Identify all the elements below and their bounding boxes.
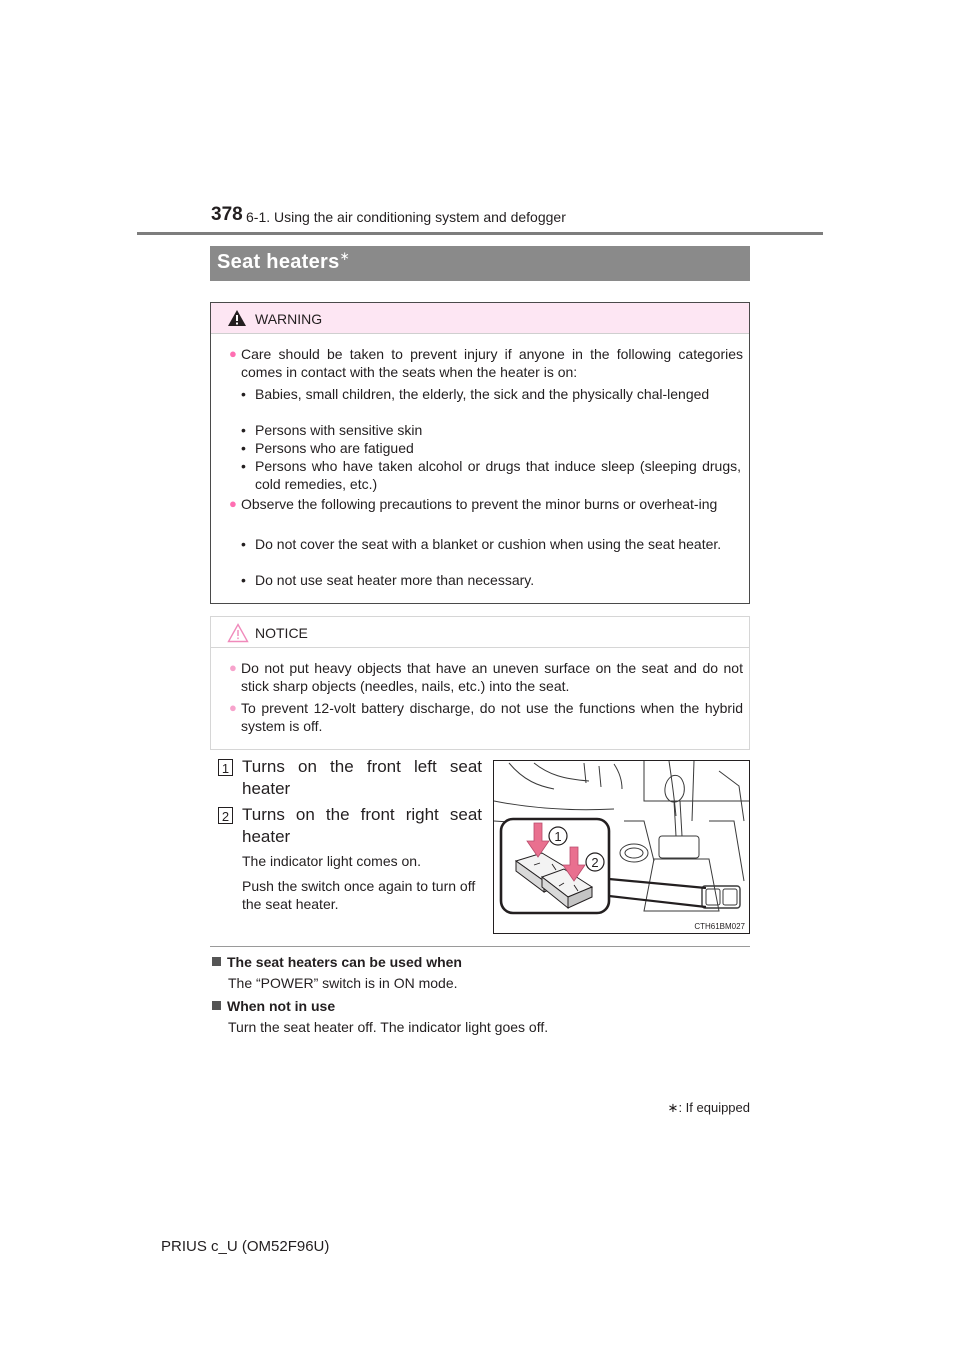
footnote: ∗: If equipped <box>667 1100 750 1115</box>
warning-box <box>210 302 750 604</box>
warning-subitem: • Persons who have taken alcohol or drugs that induce sleep (sleeping drugs, cold remedies, etc.) <box>241 458 741 492</box>
info-2-title <box>212 998 335 1014</box>
info-1-title-text: The seat heaters can be used when <box>227 954 462 970</box>
note-turn-off: Push the switch once again to turn off the seat heater. <box>242 878 476 912</box>
warning-label: WARNING <box>255 311 323 327</box>
warning-subitem: • Persons who are fatigued <box>241 440 414 456</box>
warning-subitem: • Persons with sensitive skin <box>241 422 423 438</box>
info-2-title-text: When not in use <box>227 998 336 1014</box>
square-bullet-icon <box>212 957 221 966</box>
warning-subitem-text: Babies, small children, the elderly, the sick and the physically chal-lenged <box>255 386 710 402</box>
notice-item-1-text: Do not put heavy objects that have an uneven surface on the seat and do not stick sharp objects (needles, nails, etc.) into the seat. <box>241 660 743 694</box>
warning-subitem: • Babies, small children, the elderly, the sick and the physically chal-lenged <box>241 386 710 402</box>
square-bullet-icon <box>212 1001 221 1010</box>
warning-item-2 <box>229 495 743 513</box>
page-number: 378 <box>211 204 243 225</box>
console-illustration <box>494 761 749 933</box>
notice-item-2 <box>229 699 743 735</box>
note-indicator: The indicator light comes on. <box>242 853 421 869</box>
info-1-title <box>212 954 462 970</box>
step-2-badge: 2 <box>218 807 233 824</box>
notice-header <box>211 617 749 648</box>
notice-box <box>210 616 750 750</box>
bullet-dot: ● <box>229 700 237 715</box>
title-bar <box>210 246 750 281</box>
warning-subitem-text: Persons who are fatigued <box>255 440 414 456</box>
step-2-text: Turns on the front right seat heater <box>242 805 482 846</box>
warning-subitem-text: Persons with sensitive skin <box>255 422 423 438</box>
bullet-dot: ● <box>229 496 237 511</box>
page-title <box>217 251 350 274</box>
header-rule <box>137 232 823 235</box>
warning-item-2-text: Observe the following precautions to prevent the minor burns or overheat-ing <box>241 496 718 512</box>
title-marker: ∗ <box>339 249 350 263</box>
caution-triangle-icon <box>227 623 249 643</box>
figure-code: CTH61BM027 <box>694 922 745 931</box>
info-2-body: Turn the seat heater off. The indicator light goes off. <box>228 1019 549 1035</box>
footer-model: PRIUS c_U (OM52F96U) <box>161 1238 330 1255</box>
seat-heater-figure <box>493 760 750 934</box>
section-divider <box>210 946 750 947</box>
warning-subitem-text: Do not cover the seat with a blanket or cushion when using the seat heater. <box>255 536 722 552</box>
callout-2-label: 2 <box>591 855 599 870</box>
warning-header <box>211 303 749 334</box>
notice-label: NOTICE <box>255 625 308 641</box>
warning-item-1 <box>229 345 743 381</box>
info-1-body: The “POWER” switch is in ON mode. <box>228 975 458 991</box>
warning-subitem-text: Do not use seat heater more than necessary. <box>255 572 535 588</box>
notice-item-2-text: To prevent 12-volt battery discharge, do not use the functions when the hybrid system is off. <box>241 700 743 734</box>
warning-item-1-text: Care should be taken to prevent injury if anyone in the following categories comes in contact with the seats when the heater is on: <box>241 346 743 380</box>
bullet-dot: ● <box>229 660 237 675</box>
warning-triangle-icon <box>227 309 247 327</box>
warning-subitem: • Do not use seat heater more than necessary. <box>241 572 535 588</box>
page-title-text: Seat heaters <box>217 251 340 273</box>
callout-1-label: 1 <box>554 829 562 844</box>
step-1-text: Turns on the front left seat heater <box>242 757 482 798</box>
step-1-badge: 1 <box>218 759 233 776</box>
warning-subitem-text: Persons who have taken alcohol or drugs that induce sleep (sleeping drugs, cold remedies, etc.) <box>255 458 741 492</box>
section-title: 6-1. Using the air conditioning system and defogger <box>246 209 566 225</box>
warning-subitem: • Do not cover the seat with a blanket or cushion when using the seat heater. <box>241 536 722 552</box>
notice-item-1 <box>229 659 743 695</box>
bullet-dot: ● <box>229 346 237 361</box>
